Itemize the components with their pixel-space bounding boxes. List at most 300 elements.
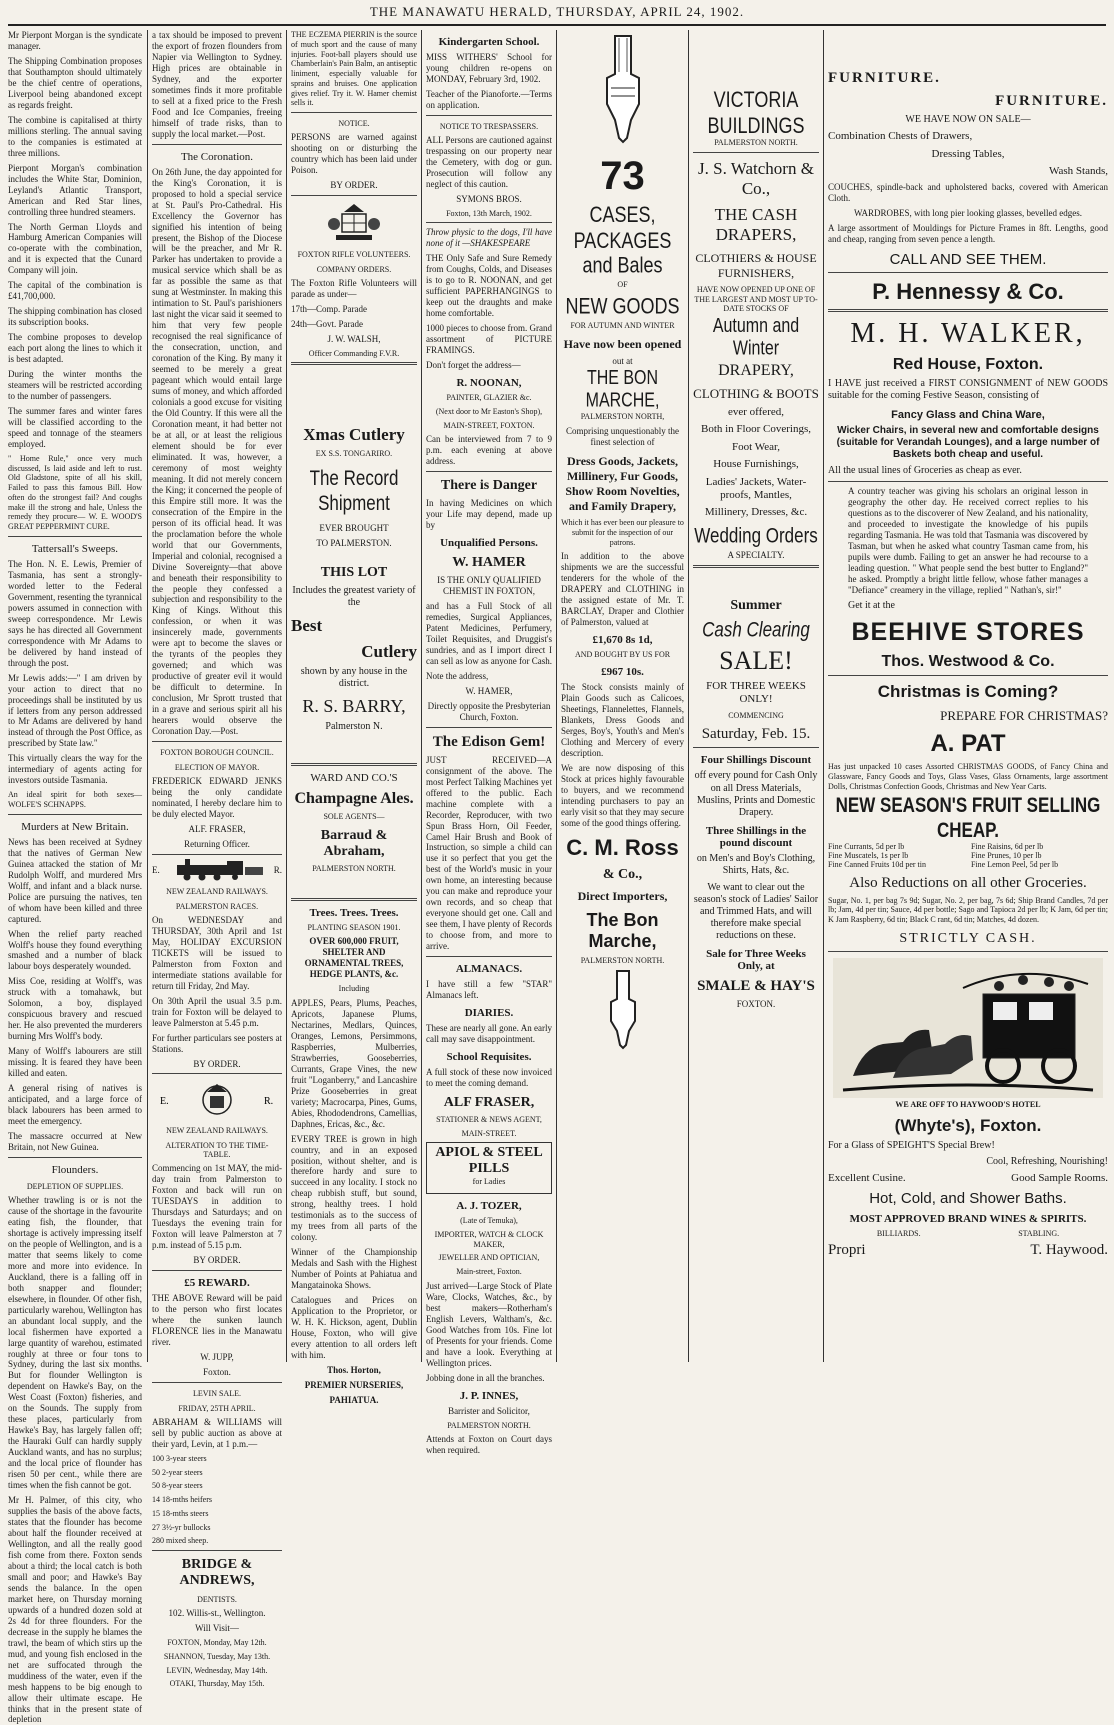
- headline-beehive: BEEHIVE STORES: [851, 618, 1085, 647]
- visit-date: LEVIN, Wednesday, May 14th.: [166, 1665, 268, 1675]
- notice-text: On 30th April the usual 3.5 p.m. train for Foxton will be delayed to leave Palmerston at 5.45 p.m.: [152, 995, 282, 1028]
- ad-text: PALMERSTON NORTH.: [580, 955, 665, 965]
- value-bought: £967 10s.: [601, 665, 644, 678]
- divider: [828, 481, 1108, 482]
- price-item: Fine Currants, 5d per lb: [828, 841, 905, 851]
- ad-line: Dressing Tables,: [931, 147, 1005, 160]
- proprietor-label: Propri: [828, 1241, 866, 1258]
- article-text: The capital of the combination is £41,700,000.: [8, 280, 142, 302]
- headline-bon-marche-2: The Bon Marche,: [586, 909, 659, 951]
- ad-text: PLANTING SEASON 1901.: [307, 922, 401, 932]
- headline-drapery: DRAPERY,: [718, 362, 794, 379]
- headline-notice: NOTICE.: [338, 119, 370, 128]
- subheadline-depletion: DEPLETION OF SUPPLIES.: [26, 1181, 124, 1191]
- ad-text: Sugar, No. 1, per bag 7s 9d; Sugar, No. 2, per bag, 7s 6d; Ship Brand Candles, 7d per lb; Jam, 4d per tin; Sauce, 4d per bottle; Sago and Tapioca 2d per lb; K Jam, 6d per tin; K Jam Raspberry, 6d tin; Black C rant, 6d tin; Matches, 4d dozen.: [828, 895, 1108, 924]
- headline-dress-goods: Dress Goods, Jackets, Millinery, Fur Goods, Show Room Novelties, and Family Drapery,: [565, 454, 680, 514]
- headline-and-bales: and Bales: [582, 252, 663, 278]
- feature-rooms: Good Sample Rooms.: [1011, 1171, 1108, 1184]
- article-text: The summer fares and winter fares will be classified according to the speed and tonnage of the steamers employed.: [8, 406, 142, 449]
- ad-text: TO PALMERSTON.: [316, 538, 392, 549]
- divider: [8, 536, 142, 537]
- stock-item: 15 18-mths steers: [152, 1508, 209, 1518]
- notice-text: ABRAHAM & WILLIAMS will sell by public auction as above at their yard, Levin, at 1 p.m.—: [152, 1416, 282, 1449]
- headline-cases-packages: CASES, PACKAGES: [573, 201, 672, 253]
- headline-furniture-2: FURNITURE.: [995, 93, 1108, 109]
- rail-letter-e: E.: [152, 864, 160, 875]
- price-item: Fine Raisins, 6d per lb: [971, 841, 1044, 851]
- headline-cash-clearing: Cash Clearing: [702, 617, 810, 642]
- article-text: Many of Wolff's labourers are still missing. It is feared they have been killed and eaten.: [8, 1046, 142, 1079]
- ad-text: PAINTER, GLAZIER &c.: [446, 393, 532, 403]
- ad-text: For a Glass of SPEIGHT'S Special Brew!: [828, 1139, 995, 1151]
- ad-text: STATIONER & NEWS AGENT,: [436, 1114, 542, 1124]
- headline-hennessy: P. Hennessy & Co.: [872, 279, 1064, 305]
- headline-murders: Murders at New Britain.: [21, 820, 129, 833]
- ad-text: EVERY TREE is grown in high country, and in an exposed position, without shelter, and is therefore hardy and sure to succeed in any locality. I stock no cheap rubbish stuff, but sound, strong, healthy trees. I hold testimonials as to the success of my trees from all parts of the colony.: [291, 1133, 417, 1243]
- ad-text: EVER BROUGHT: [319, 523, 389, 534]
- signature-title: PREMIER NURSERIES,: [304, 1379, 404, 1390]
- divider: [828, 309, 1108, 312]
- divider: [291, 195, 417, 196]
- headline-this-lot: THIS LOT: [320, 565, 388, 581]
- article-text: The Shipping Combination proposes that Southampton should ultimately be the chief centre of operations, Liverpool being abandoned except as regards freight.: [8, 55, 142, 110]
- fruit-price-list: [828, 842, 1108, 869]
- ad-text: PALMERSTON NORTH,: [580, 412, 665, 422]
- by-order: BY ORDER.: [330, 179, 378, 190]
- signature-place: PAHIATUA.: [329, 1394, 379, 1405]
- headline-tozer: A. J. TOZER,: [456, 1200, 522, 1213]
- divider: [291, 763, 417, 766]
- column-4: [422, 30, 556, 1456]
- ad-text: PALMERSTON NORTH.: [447, 1420, 531, 1430]
- ad-text: We are now disposing of this Stock at prices highly favourable to buyers, and we recommend intending purchasers to pay an early visit so that they may secure some of the good things offering.: [561, 762, 684, 828]
- headline-sale-three-weeks: Sale for Three Weeks Only, at: [706, 948, 806, 973]
- quote: Throw physic to the dogs, I'll have none of it —SHAKESPEARE: [426, 227, 552, 249]
- headline-73: 73: [600, 154, 645, 198]
- coach-and-horses-illustration: [833, 958, 1103, 1098]
- headline-bridge-andrews: BRIDGE & ANDREWS,: [179, 1557, 255, 1589]
- ad-text: for Ladies: [472, 1177, 506, 1187]
- ad-text: Note the address,: [426, 670, 489, 681]
- headline-cm-ross: C. M. Ross: [566, 834, 679, 860]
- ad-line: Both in Floor Coverings,: [700, 423, 811, 436]
- divider: [426, 115, 552, 116]
- article-text: A general rising of natives is anticipated, and a large force of black labourers has been armed to meet the emergency.: [8, 1083, 142, 1127]
- divider: [426, 727, 552, 728]
- headline-school-requisites: School Requisites.: [446, 1051, 532, 1064]
- headline-christmas-coming: Christmas is Coming?: [877, 682, 1059, 702]
- feature-stabling: STABLING.: [1018, 1228, 1060, 1238]
- headline-westwood: Thos. Westwood & Co.: [881, 653, 1055, 671]
- headline-furniture: FURNITURE.: [828, 70, 941, 86]
- headline-smale-hays: SMALE & HAY'S: [697, 978, 815, 995]
- divider: [828, 951, 1108, 952]
- article-text: A country teacher was giving his scholars an original lesson in geography the other day. He received correct replies to his questions as to the discoverer of New Zealand, and his nationality, and proceeded to investigate the knowledge of his pupils regarding Tasmania. He was told that Tasmania was discovered by Tasman, but when he asked what country Tasman came from, his pupils were dumb. Failing to get an answer he had recourse to a leading question. " What people send the best butter to England?" he asked. Promptly a bright little fellow, whose father manages a "Defiance" creamery in the village, replied " Nathan's, sir!": [848, 486, 1088, 596]
- ad-line: Millinery, Dresses, &c.: [704, 506, 808, 519]
- ad-text: Can be interviewed from 7 to 9 p.m. each evening at above address.: [426, 434, 552, 467]
- advert-line: An ideal spirit for both sexes—WOLFE'S SCHNAPPS.: [8, 790, 142, 810]
- ad-text: OVER 600,000 FRUIT, SHELTER AND ORNAMENTAL TREES, HEDGE PLANTS, &c.: [304, 936, 404, 980]
- subheadline-election: ELECTION OF MAYOR.: [174, 763, 260, 773]
- divider: [291, 362, 417, 365]
- article-text: Mr H. Palmer, of this city, who supplies the basis of the above facts, states that the flounder has become about half the flounder received at Wellington, and all the really good fish come from there. Foxton sends about a third; the local catch is both small and poor; and Hawke's Bay sends the balance. In the open market here, on Thursday morning upwards of a hundred dozen sold at 2s 4d for three flounders. For the decrease in the supply he blames the trawl, the beam of which stirs up the mud, and young fish enclosed in the net are suffocated through the muddiness of the water, even if the mesh happens to be big enough to allow their ultimate escape. He thinks that in the present state of depletion: [8, 1495, 142, 1725]
- headline-nz-railways: NEW ZEALAND RAILWAYS.: [166, 886, 268, 896]
- ad-text: WE HAVE NOW ON SALE—: [905, 114, 1031, 125]
- divider: [152, 741, 282, 742]
- ad-text: Attends at Foxton on Court days when required.: [426, 1434, 552, 1456]
- ad-text: Teacher of the Pianoforte.—Terms on application.: [426, 88, 552, 110]
- headline-fancy-glass: Fancy Glass and China Ware,: [891, 408, 1045, 421]
- notice-text: THE ABOVE Reward will be paid to the person who first locates where the sunken launch FLORENCE lies in the Manawatu river.: [152, 1293, 282, 1348]
- ad-text: IS THE ONLY QUALIFIED CHEMIST IN FOXTON,: [437, 575, 541, 597]
- article-text: Mr Pierpont Morgan is the syndicate manager.: [8, 30, 142, 51]
- headline-rifle-volunteers: FOXTON RIFLE VOLUNTEERS.: [297, 249, 411, 259]
- date-line: Foxton, 13th March, 1902.: [446, 208, 532, 218]
- notice-text: The Foxton Rifle Volunteers will parade as under—: [291, 277, 417, 299]
- visit-date: FOXTON, Monday, May 12th.: [167, 1638, 267, 1648]
- headline-saturday: Saturday, Feb. 15.: [701, 726, 811, 743]
- ad-text: Which it has ever been our pleasure to submit for the inspection of our patrons.: [561, 518, 684, 547]
- masthead: THE MANAWATU HERALD, THURSDAY, APRIL 24, 1902.: [369, 4, 745, 19]
- divider: [8, 814, 142, 815]
- headline-prepare: PREPARE FOR CHRISTMAS?: [940, 708, 1108, 724]
- ad-text: All the usual lines of Groceries as cheap as ever.: [828, 465, 1022, 477]
- headline-walker: M. H. WALKER,: [850, 318, 1086, 350]
- signature-title: Officer Commanding F.V.R.: [308, 348, 400, 358]
- headline-barry: R. S. BARRY,: [302, 695, 406, 716]
- rail-letter-r: R.: [273, 864, 282, 875]
- ad-text: (Late of Temuka),: [460, 1216, 518, 1226]
- headline-danger: There is Danger: [440, 478, 538, 494]
- notice-text: FREDERICK EDWARD JENKS being the only candidate nominated, I hereby declare him to be duly elected Mayor.: [152, 776, 282, 819]
- price-item: Fine Canned Fruits 10d per tin: [828, 859, 926, 869]
- signature: W. HAMER,: [465, 685, 513, 696]
- visit-date: OTAKI, Thursday, May 15th.: [169, 1679, 265, 1689]
- ad-text: APPLES, Pears, Plums, Peaches, Apricots, Japanese Plums, Nectarines, Medlars, Quinces, Oranges, Lemons, Persimmons, Raspberries, Mulberries, Strawberries, Gooseberries, Currants, Grape Vines, the new fruit "Loganberry," and Lancashire Prize Gooseberries in great variety; Macrocarpa, Pines, Gums, Abies, Rhododendrons, Camellias, Daphnes, Ericas, &c., &c.: [291, 997, 417, 1129]
- stock-item: 14 18-mths heifers: [152, 1495, 212, 1505]
- divider: [828, 272, 1108, 273]
- ad-text: AND BOUGHT BY US FOR: [574, 650, 671, 660]
- price-item: Fine Lemon Peel, 5d per lb: [971, 859, 1059, 869]
- ad-text: MAIN-STREET, FOXTON.: [443, 420, 535, 430]
- ad-text: In addition to the above shipments we are the successful tenderers for the whole of the DRAPERY and CLOTHING in the assigned estate of Mr. T. BARCLAY, Draper and Clothier of Palmerston, valued at: [561, 551, 684, 628]
- visit-label: Will Visit—: [195, 1623, 239, 1634]
- divider: [291, 898, 417, 901]
- headline-best: Best: [291, 615, 323, 635]
- headline-fruit: NEW SEASON'S FRUIT SELLING CHEAP.: [835, 792, 1101, 842]
- notice-text: PERSONS are warned against shooting on or disturbing the country which has been laid under Poison.: [291, 132, 417, 175]
- notice-text: For further particulars see posters at Stations.: [152, 1032, 282, 1054]
- column-3: [287, 30, 421, 1405]
- article-text: Mr Lewis adds:—" I am driven by your action to direct that no proceedings shall be instituted by us if letters from any person addressed to Mr Adams are delivered by hand instead of through the Post Office, as prescribed by State law.": [8, 672, 142, 749]
- headline-sale: SALE!: [719, 645, 793, 675]
- signature: W. JUPP,: [200, 1352, 234, 1363]
- ad-text: Cool, Refreshing, Nourishing!: [986, 1155, 1108, 1167]
- headline-watchorn: J. S. Watchorn & Co.,: [698, 158, 814, 198]
- headline-alf-fraser: ALF FRASER,: [443, 1094, 535, 1110]
- ad-text: FOXTON.: [736, 999, 776, 1010]
- signature: SYMONS BROS.: [456, 193, 522, 204]
- headline-whytes: (Whyte's), Foxton.: [894, 1115, 1042, 1135]
- hotel-features: [828, 1172, 1108, 1184]
- headline-noonan: R. NOONAN,: [456, 377, 522, 390]
- divider: [152, 1270, 282, 1271]
- svg-text:R.: R.: [264, 1096, 274, 1108]
- ad-text: FOR THREE WEEKS ONLY!: [706, 679, 806, 706]
- ad-text: I have still a few "STAR" Almanacs left.: [426, 979, 552, 1001]
- ad-line: House Furnishings,: [713, 458, 799, 471]
- column-6: [689, 30, 823, 1362]
- ad-text: Has just unpacked 10 cases Assorted CHRISTMAS GOODS, of Fancy China and Glassware, Fancy Goods and Toys, Glass Vases, Glass Ornaments, large assortment Dolls, Christmas Confection Goods, Christmas and New Year Carts.: [828, 762, 1108, 791]
- ad-text: (Next door to Mr Easton's Shop),: [435, 406, 543, 416]
- headline-red-house: Red House, Foxton.: [892, 356, 1044, 374]
- headline-ward-co: WARD AND CO.'S: [310, 772, 398, 785]
- ad-text: COUCHES, spindle-back and upholstered backs, covered with American Cloth.: [828, 182, 1108, 204]
- signature: J. W. WALSH,: [327, 333, 381, 344]
- headline-kindergarten: Kindergarten School.: [438, 36, 540, 48]
- ad-text: These are nearly all gone. An early call may save disappointment.: [426, 1023, 552, 1045]
- ad-text: Jobbing done in all the branches.: [426, 1372, 545, 1383]
- ad-text: A full stock of these now invoiced to meet the coming demand.: [426, 1067, 552, 1088]
- by-order: BY ORDER.: [193, 1255, 241, 1266]
- ad-text: PALMERSTON NORTH.: [312, 863, 396, 873]
- ad-text: MISS WITHERS' School for young children re-opens on MONDAY, February 3rd, 1902.: [426, 52, 552, 84]
- visit-date: SHANNON, Tuesday, May 13th.: [163, 1651, 271, 1661]
- article-text: THE ECZEMA PIERRIN is the source of much sport and the cause of many injuries. Foot-ball players should use Chamberlain's Pain Balm, an antiseptic liniment, especially valuable for sprains and bruises. One application gives relief. Try it. W. Hamer chemist sells it.: [291, 30, 417, 108]
- ad-text: Don't forget the address—: [426, 360, 521, 371]
- column-1: [4, 30, 146, 1725]
- ad-text: JUST RECEIVED—A consignment of the above. The most Perfect Talking Machines yet offered to the public. Each machine complete with a Recorder, Reproducer, with two Spun Brass Horn, Oil Feeder, Camel Hair Brush and Book of Instruction, so simple a child can use it so perfect that you get the best of the World's music in your own home, an interesting because you can make and reproduce your own records, and so cheap that everyone should get one. Call and see them, I have plenty of Records to choose from, and more to arrive.: [426, 754, 552, 952]
- ship-line: EX S.S. TONGARIRO.: [315, 449, 393, 459]
- parade-item: 17th—Comp. Parade: [291, 303, 367, 314]
- illustration-caption: WE ARE OFF TO HAYWOOD'S HOTEL: [895, 1099, 1041, 1109]
- article-text: On 26th June, the day appointed for the King's Coronation, it is proposed to hold a special service at St. Paul's Pro-Cathedral. His Excellency the Governor has signified his intention of being present, the Bishop of the Diocese will be the preacher, and Mr R. Parker has undertaken to provide a musical service which shall be as far as possible the same as that sung at Westminster. In making this intimation to St. Paul's parishioners last night the vicar said it seemed to him that very few people recognised the real significance of the consecration, unction, and coronation of the King. By many it seemed to be merely a great pageant which would entail large sums of money, and which afforded colonials a good excuse for visiting the Old Country. If this were all the Coronation meant, it had better not be at all, or at least the religious element should be for ever eliminated. It was, however, a ceremony of most weighty meaning. It did not merely concern the King; it concerned the people of this Empire still more. It was the consecration of the Empire in the person of its official head. It was the proclamation before the whole world that our Governments, Imperial and colonial, recognised a Divine Sovereignty—that above and beneath their responsibility to the people they confessed a subjection and responsibility to the King of Kings. Without this confession, or when it was insincerely made, governments were apt to become the slaves or the tyrants of the peoples they governed; and which was productive of greater evil it would be difficult to determine. In conclusion, Mr Sprott trusted that in a grave and serious spirit all his hearers would observe the Coronation Day.—Post.: [152, 166, 282, 737]
- ad-text: out at: [612, 355, 633, 366]
- subheadline-dentists: DENTISTS.: [197, 1595, 237, 1605]
- divider: [152, 854, 282, 855]
- ad-text: ever offered,: [728, 406, 784, 418]
- article-text: The combine is capitalised at thirty millions sterling. The annual saving to the companies is estimated at three millions.: [8, 114, 142, 158]
- svg-text:E.: E.: [160, 1096, 169, 1108]
- parade-item: 24th—Govt. Parade: [291, 318, 363, 329]
- headline-four-shillings: Four Shillings Discount: [700, 754, 812, 767]
- article-text: The Hon. N. E. Lewis, Premier of Tasmania, has sent a strongly-worded letter to the Federal Government, resenting the tyrannical powers assumed in connection with sweep correspondence. Mr Lewis says he has directed all Government correspondence with Mr Adams to be delivered by hand instead of through the post.: [8, 558, 142, 668]
- divider: [828, 675, 1108, 676]
- stock-item: 100 3-year steers: [152, 1453, 207, 1463]
- notice-text: Commencing on 1st MAY, the mid-day train from Palmerston to Foxton and back will run on TUESDAYS in addition to Thursdays and Saturdays; and on Tuesdays the evening train for Foxton will leave Palmerston at 7 p.m. instead of 5.15 p.m.: [152, 1163, 282, 1251]
- proprietor-line: [828, 1242, 1108, 1259]
- ad-text: Palmerston N.: [325, 720, 383, 732]
- headline-new-goods: NEW GOODS: [565, 293, 680, 319]
- ad-line: Foot Wear,: [732, 440, 780, 453]
- headline-cutlery: Cutlery: [361, 641, 417, 661]
- headline-coronation: The Coronation.: [180, 150, 254, 163]
- divider: [693, 565, 819, 568]
- article-text: News has been received at Sydney that the natives of German New Guinea attacked the station of Mr Rudolph Wolff, and murdered Mrs Wolff, and infant and a black nurse. Police are pursuing the natives, ten of whom have been killed and three captured.: [8, 836, 142, 924]
- ad-text: Includes the greatest variety of the: [292, 585, 416, 609]
- subheadline-orders: COMPANY ORDERS.: [316, 264, 392, 274]
- ad-line: Ladies' Jackets, Water-proofs, Mantles,: [705, 475, 807, 502]
- royal-crest-icon: [152, 1080, 282, 1120]
- ad-text: Directly opposite the Presbyterian Church, Foxton.: [427, 700, 551, 722]
- headline-clothing-boots: CLOTHING & BOOTS: [693, 386, 819, 401]
- subheadline-timetable: ALTERATION TO THE TIME-TABLE.: [165, 1141, 269, 1160]
- article-text: Whether trawling is or is not the cause of the shortage in the favourite eating fish, the flounder, that shortage is actively impressing itself on the people of Wellington, and is a matter that seems likely to come more and more into evidence. In Auckland, there is a falling off in both snapper and flounder; elsewhere, in flounder. Of other fish, particularly warehou, Wellington has an abundant local supply, and the local fishermen have exported a large quantity of warehou, estimated roughly at three or four tons to Sydney, during the last six months. But for flounder Wellington is dependent on Hawke's Bay, on the West Coast (Foxton) fisheries, and on the Sounds. The supply from these places, particularly from Hawke's Bay, has largely fallen off; the Hauraki Gulf can hardly supply Auckland wants, and has no surplus; and the local price of flounder has risen 50 per cent., while there are times when the fish cannot be got.: [8, 1194, 142, 1491]
- ad-text: A SPECIALTY.: [727, 549, 785, 560]
- divider: [152, 1382, 282, 1383]
- headline-edison-gem: The Edison Gem!: [432, 733, 546, 750]
- article-text: The combine proposes to develop each port along the lines to which it is best adapted.: [8, 332, 142, 365]
- headline-almanacs: ALMANACS.: [455, 963, 523, 976]
- headline-direct-importers: Direct Importers,: [577, 888, 668, 903]
- article-text: The massacre occurred at New Britain, not New Guinea.: [8, 1131, 142, 1152]
- ad-text: off every pound for Cash Only on all Dress Materials, Muslins, Prints and Domestic Drapery.: [694, 770, 818, 818]
- article-text: The North German Lloyds and Hamburg American Companies will co-operate with the combination, and it is expected that the Cunard Company will join.: [8, 221, 142, 276]
- price-item: Fine Muscatels, 1s per lb: [828, 850, 909, 860]
- divider: [693, 747, 819, 748]
- article-text: When the relief party reached Wolff's house they found everything smashed and a number of black labour boys desperately wounded.: [8, 928, 142, 972]
- ad-text: We want to clear out the season's stock of Ladies' Sailor and Trimmed Hats, and will therefore make special reductions on these.: [693, 881, 819, 942]
- headline-wines-spirits: MOST APPROVED BRAND WINES & SPIRITS.: [849, 1212, 1087, 1225]
- headline-flounders: Flounders.: [51, 1163, 99, 1176]
- ad-text: PALMERSTON NORTH.: [714, 138, 798, 147]
- headline-apiol-pills: APIOL & STEEL PILLS: [435, 1145, 543, 1177]
- ad-text: HAVE NOW OPENED UP ONE OF THE LARGEST AND MOST UP TO-DATE STOCKS OF: [694, 284, 818, 314]
- ad-text: Including: [338, 984, 370, 994]
- headline-autumn-winter: Autumn and Winter: [712, 315, 800, 360]
- article-text: a tax should be imposed to prevent the export of frozen flounders from Napier via Wellington to Sydney. High prices are obtainable in Sydney, and the exporter sometimes finds it more profitable to sell at a fixed price to the Fresh Food and Ice Companies, freeing himself of trade risks, than to supply the local market.—Post.: [152, 30, 282, 139]
- headline-clothiers: CLOTHIERS & HOUSE FURNISHERS,: [695, 250, 817, 280]
- headline-xmas-cutlery: Xmas Cutlery: [303, 425, 405, 445]
- royal-crest-icon: [324, 202, 384, 244]
- stock-item: 50 8-year steers: [152, 1481, 203, 1491]
- headline-call-see: CALL AND SEE THEM.: [889, 251, 1047, 269]
- ad-line: Wash Stands,: [1048, 165, 1108, 177]
- headline-victoria-buildings: VICTORIA BUILDINGS: [707, 86, 805, 138]
- article-text: Miss Coe, residing at Wolff's, was struck with a tomahawk, but Solomon, a boy, displayed conspicuous bravery and rescued her. He also prevented the murderers burning Mrs Wolff's body.: [8, 976, 142, 1042]
- headline-three-shillings: Three Shillings in the pound discount: [705, 825, 807, 850]
- subheadline-friday: FRIDAY, 25TH APRIL.: [178, 1403, 256, 1413]
- hotel-extras: [828, 1229, 1108, 1238]
- headline-unqualified: Unqualified Persons.: [440, 537, 538, 550]
- divider: [426, 222, 552, 223]
- headline-wicker-chairs: Wicker Chairs, in several new and comfortable designs (suitable for Verandah Lounges), and a large number of Baskets both cheap and useful.: [836, 424, 1100, 460]
- headline-champagne-ales: Champagne Ales.: [294, 790, 414, 808]
- article-text: This virtually clears the way for the intermediary of agents acting for investors outside Tasmania.: [8, 753, 142, 786]
- ad-text: Winner of the Championship Medals and Sash with the Highest Number of Points at Pahiatua and Mangatainoka Shows.: [291, 1247, 417, 1291]
- ad-text: COMMENCING: [728, 710, 784, 720]
- headline-barraud-abraham: Barraud & Abraham,: [320, 827, 388, 859]
- stock-item: 280 mixed sheep.: [152, 1536, 209, 1546]
- ad-text: FOR AUTUMN AND WINTER: [570, 320, 675, 330]
- signature-title: Foxton.: [203, 1367, 231, 1377]
- subheadline-races: PALMERSTON RACES.: [175, 901, 259, 911]
- pointing-hand-down-icon: [593, 34, 653, 144]
- divider: [426, 471, 552, 472]
- stock-item: 27 3½-yr bullocks: [152, 1522, 211, 1532]
- ad-text: Catalogues and Prices on Application to the Proprietor, or W. H. K. Hickson, agent, Dublin House, Foxton, who will give every attention to all orders left with him.: [291, 1295, 417, 1360]
- poem-advert: " Home Rule," once very much discussed, Is laid aside and left to rust. Old Gladstone, spite of all his skill, Failed to pass this famous Bill. How often do the strongest fail? And coughs make ill the strong and hale, Unless the remedy they procure— W. E. WOOD'S GREAT PEPPERMINT CURE.: [8, 453, 142, 532]
- ad-text: MAIN-STREET.: [461, 1128, 517, 1138]
- column-5: [557, 30, 688, 1362]
- ad-text: THE Only Safe and Sure Remedy from Coughs, Colds, and Diseases is to go to R. NOONAN, and get sufficient PAPERHANGINGS to keep out the draughts and make home comfortable.: [426, 253, 552, 319]
- pointing-hand-down-icon: [601, 969, 645, 1049]
- train-header: [152, 859, 282, 881]
- headline-strictly-cash: STRICTLY CASH.: [899, 930, 1037, 946]
- ad-text: shown by any house in the district.: [300, 665, 408, 689]
- headline-bon-marche: THE BON MARCHE,: [585, 367, 660, 412]
- headline-a-pat: A. PAT: [930, 730, 1006, 758]
- headline-baths: Hot, Cold, and Shower Baths.: [869, 1189, 1067, 1207]
- divider: [152, 144, 282, 145]
- headline-borough-council: FOXTON BOROUGH COUNCIL.: [160, 748, 274, 758]
- headline-summer: Summer: [730, 597, 782, 613]
- column-2: [148, 30, 286, 1689]
- column-7: [824, 30, 1112, 1362]
- price-item: Fine Prunes, 10 per lb: [971, 850, 1042, 860]
- article-text: During the winter months the steamers will be restricted according to the number of passengers.: [8, 369, 142, 402]
- ad-text: 1000 pieces to choose from. Grand assortment of PICTURE FRAMINGS.: [426, 323, 552, 356]
- ad-text: The Stock consists mainly of Plain Goods such as Calicoes, Sheetings, Flannelettes, Flannels, Blankets, Dress Goods and Serges, Boy's, Youth's and Men's Clothing and Mercery of every description.: [561, 681, 684, 758]
- ad-text: JEWELLER AND OPTICIAN,: [438, 1253, 540, 1263]
- article-text: Pierpont Morgan's combination includes the White Star, Dominion, Leyland's Atlantic Transport, American and Red Star lines, controlling three hundred steamers.: [8, 162, 142, 217]
- ad-text: and has a Full Stock of all remedies, Surgical Appliances, Patent Medicines, Perfumery, Toilet Requisites, and Druggist's sundries, and as I import direct I can sell as low as anyone for Cash.: [426, 601, 552, 666]
- by-order: BY ORDER.: [193, 1058, 241, 1069]
- notice-text: ALL Persons are cautioned against trespassing on our property near the Cemetery, with dog or gun. Prosecution will follow any neglect of this caution.: [426, 134, 552, 189]
- value-original: £1,670 8s 1d,: [592, 634, 653, 647]
- headline-wedding-orders: Wedding Orders: [694, 523, 818, 548]
- ad-text: Get it at the: [848, 600, 895, 612]
- ad-text: Comprising unquestionably the finest selection of: [566, 426, 679, 448]
- headline-reward: £5 REWARD.: [184, 1277, 250, 1290]
- headline-reductions: Also Reductions on all other Groceries.: [849, 874, 1087, 891]
- headline-cash-drapers: THE CASH DRAPERS,: [714, 204, 798, 244]
- apiol-advert: [426, 1142, 552, 1194]
- signature-title: Returning Officer.: [184, 838, 250, 849]
- ad-text: IMPORTER, WATCH & CLOCK MAKER,: [434, 1229, 544, 1249]
- ad-text: on Men's and Boy's Clothing, Shirts, Hats, &c.: [696, 853, 816, 877]
- divider: [426, 956, 552, 957]
- headline-opened: Have now been opened: [563, 336, 682, 351]
- proprietor-name: T. Haywood.: [1030, 1241, 1108, 1258]
- signature: Thos. Horton,: [327, 1364, 381, 1375]
- ad-text: In having Medicines on which your Life may depend, made up by: [426, 498, 552, 531]
- ad-text: Main-street, Foxton.: [456, 1267, 522, 1277]
- signature: ALF. FRASER,: [188, 823, 246, 834]
- headline-and-co: & Co.,: [602, 866, 643, 882]
- headline-nz-railways-2: NEW ZEALAND RAILWAYS.: [166, 1126, 268, 1136]
- headline-trespassers: NOTICE TO TRESPASSERS.: [439, 121, 539, 131]
- headline-tattersall: Tattersall's Sweeps.: [31, 542, 119, 555]
- headline-innes: J. P. INNES,: [459, 1389, 519, 1402]
- stock-item: 50 2-year steers: [152, 1467, 203, 1477]
- divider: [152, 1550, 282, 1551]
- ad-text: I HAVE just received a FIRST CONSIGNMENT of NEW GOODS suitable for the coming Festive Season, consisting of: [828, 378, 1108, 402]
- article-text: The shipping combination has closed its subscription books.: [8, 306, 142, 328]
- headline-levin-sale: LEVIN SALE.: [193, 1388, 241, 1398]
- divider: [693, 152, 819, 153]
- divider: [8, 1157, 142, 1158]
- divider: [291, 112, 417, 113]
- ad-text: Just arrived—Large Stock of Plate Ware, Clocks, Watches, &c., by best makers—Rotherham's English Levers, Waltham's, &c. Good Watches from 10s. Fine lot of Presents for your friends. Come and have a look. Everything at Wellington prices.: [426, 1280, 552, 1368]
- feature-cuisine: Excellent Cusine.: [828, 1171, 906, 1184]
- ad-text: Barrister and Solicitor,: [448, 1405, 530, 1416]
- ad-text: SOLE AGENTS—: [323, 812, 385, 822]
- notice-text: On WEDNESDAY and THURSDAY, 30th April and 1st May, HOLIDAY EXCURSION TICKETS will be issued to Palmerston from Foxton and intermediate stations available for return till Friday, 2nd May.: [152, 914, 282, 991]
- ad-line: Combination Chests of Drawers,: [828, 130, 973, 143]
- locomotive-icon: [167, 859, 267, 881]
- headline-hamer: W. HAMER: [452, 555, 526, 571]
